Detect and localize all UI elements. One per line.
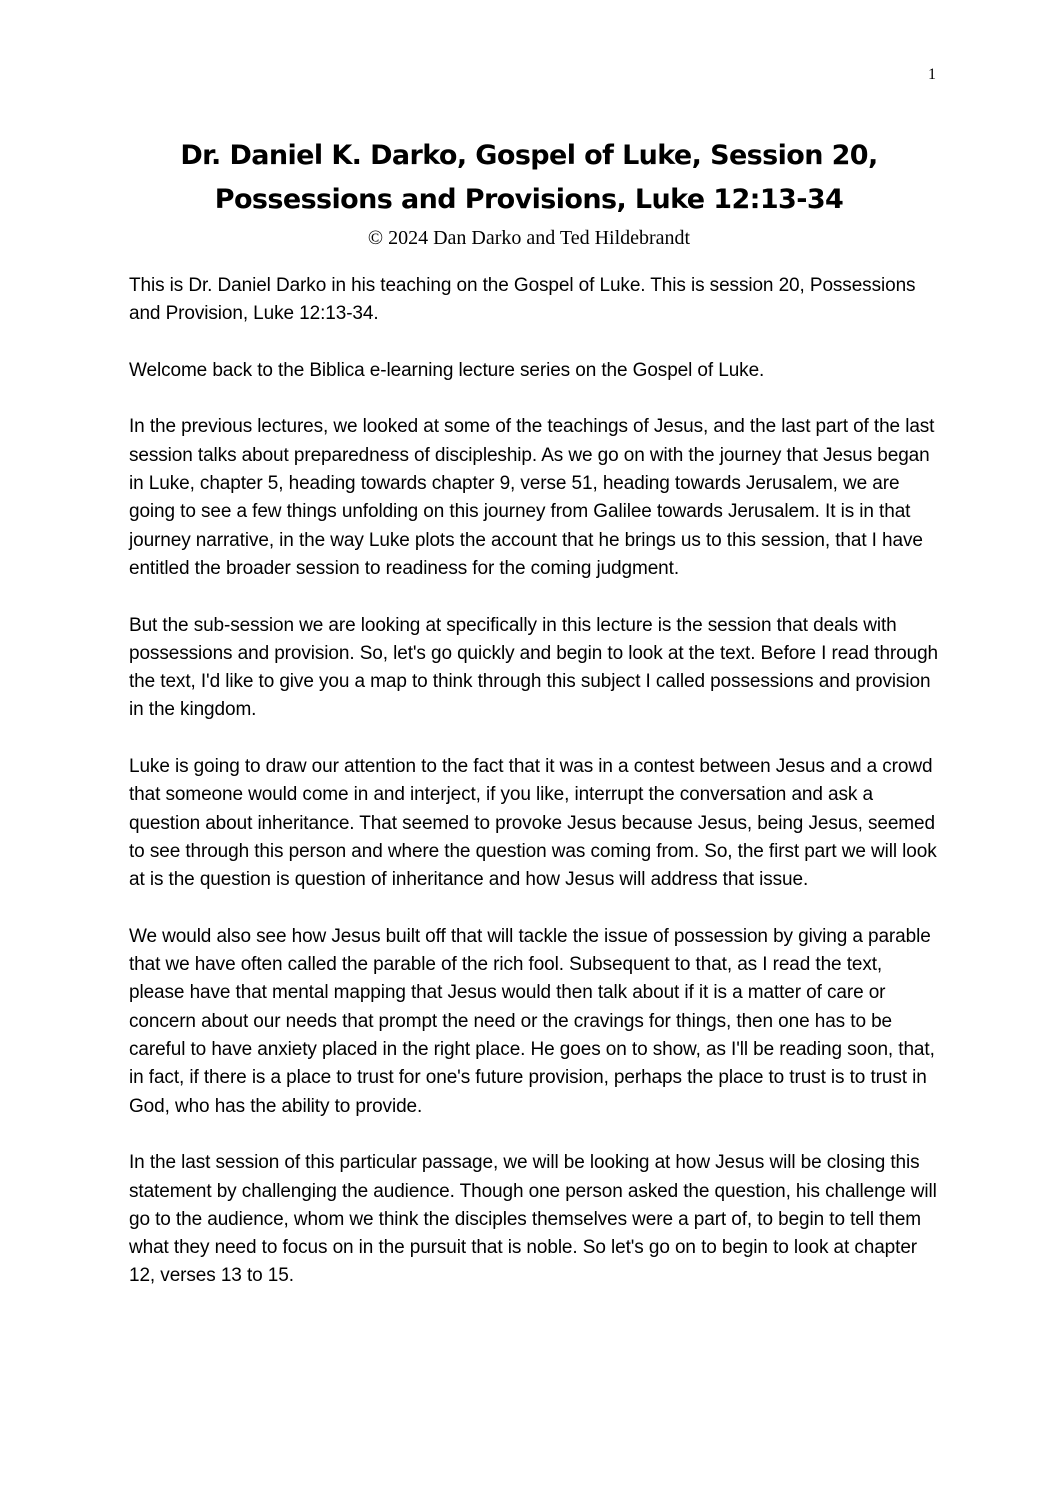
page-title	[100, 134, 958, 222]
title-line-1: Dr. Daniel K. Darko, Gospel of Luke, Session 20,	[180, 140, 878, 171]
paragraph: This is Dr. Daniel Darko in his teaching on the Gospel of Luke. This is session 20, Possessions and Provision, Luke 12:13-34.	[129, 275, 916, 325]
paragraph: We would also see how Jesus built off that will tackle the issue of possession by giving a parable that we have often called the parable of the rich fool. Subsequent to that, as I read the text, please have that mental mapping that Jesus would then talk about if it is a matter of care or concern about our needs that prompt the need or the cravings for things, then one has to be careful to have anxiety placed in the right place. He goes on to show, as I'll be reading soon, that, in fact, if there is a place to trust for one's future provision, perhaps the place to trust is to trust in God, who has the ability to provide.	[129, 925, 935, 1117]
paragraph: In the last session of this particular passage, we will be looking at how Jesus will be closing this statement by challenging the audience. Though one person asked the question, his challenge will go to the audience, whom we think the disciples themselves were a part of, to begin to tell them what they need to focus on in the pursuit that is noble. So let's go on to begin to look at chapter 12, verses 13 to 15.	[129, 1152, 937, 1287]
paragraph: In the previous lectures, we looked at some of the teachings of Jesus, and the last part of the last session talks about preparedness of discipleship. As we go on with the journey that Jesus began in Luke, chapter 5, heading towards chapter 9, verse 51, heading towards Jerusalem, we are going to see a few things unfolding on this journey from Galilee towards Jerusalem. It is in that journey narrative, in the way Luke plots the account that he brings us to this session, that I have entitled the broader session to readiness for the coming judgment.	[129, 416, 935, 579]
page-number: 1	[928, 66, 936, 83]
title-line-2: Possessions and Provisions, Luke 12:13-34	[214, 184, 844, 215]
paragraph: Welcome back to the Biblica e-learning lecture series on the Gospel of Luke.	[129, 359, 765, 381]
paragraph: But the sub-session we are looking at specifically in this lecture is the session that deals with possessions and provision. So, let's go quickly and begin to look at the text. Before I read through the text, I'd like to give you a map to think through this subject I called possessions and provision in the kingdom.	[129, 614, 939, 721]
paragraph: Luke is going to draw our attention to the fact that it was in a contest between Jesus and a crowd that someone would come in and interject, if you like, interrupt the conversation and ask a question about inheritance. That seemed to provoke Jesus because Jesus, being Jesus, seemed to see through this person and where the question was coming from. So, the first part we will look at is the question is question of inheritance and how Jesus will address that issue.	[129, 756, 937, 891]
copyright-notice: © 2024 Dan Darko and Ted Hildebrandt	[367, 227, 691, 249]
document-body	[129, 272, 941, 1319]
